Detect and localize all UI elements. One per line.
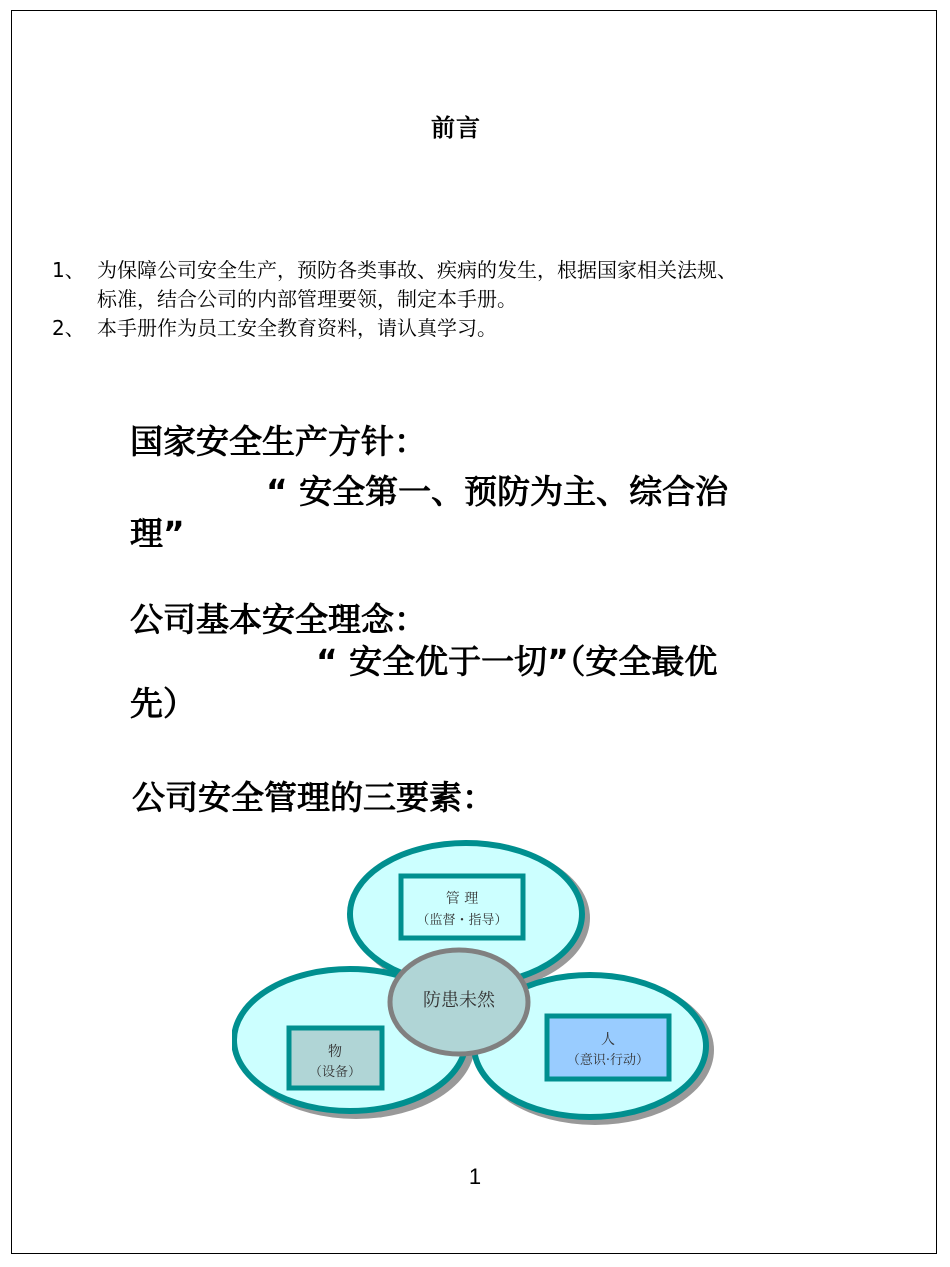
policy-quote: “ 安全第一、预防为主、综合治 — [266, 472, 729, 511]
equipment-label: 物 — [328, 1044, 342, 1060]
concept-quote: “ 安全优于一切”（安全最优 — [316, 642, 718, 681]
clause-number: 2、 — [52, 316, 85, 340]
policy-quote-continuation: 理” — [130, 514, 185, 553]
equipment-box — [289, 1028, 382, 1088]
concept-heading: 公司基本安全理念： — [130, 600, 427, 639]
three-elements-diagram — [232, 838, 714, 1128]
page-title: 前言 — [431, 114, 481, 142]
center-ellipse — [390, 950, 528, 1054]
people-box — [547, 1016, 669, 1079]
people-sub: （意识·行动） — [566, 1053, 650, 1068]
page-number: 1 — [468, 1164, 482, 1189]
equipment-sub: （设备） — [308, 1065, 362, 1080]
management-sub: （监督・指导） — [416, 913, 508, 928]
center-label: 防患未然 — [423, 990, 495, 1011]
clause-1 — [52, 256, 737, 284]
clause-number: 1、 — [52, 258, 85, 282]
management-box — [401, 876, 523, 938]
clause-text: 本手册作为员工安全教育资料，请认真学习。 — [97, 316, 497, 340]
elements-heading: 公司安全管理的三要素： — [132, 778, 495, 817]
management-label: 管 理 — [445, 891, 479, 907]
policy-heading: 国家安全生产方针： — [130, 422, 427, 461]
clause-2 — [52, 314, 497, 342]
clause-1-continuation: 标准，结合公司的内部管理要领，制定本手册。 — [97, 287, 517, 311]
concept-quote-continuation: 先） — [130, 684, 196, 723]
people-label: 人 — [601, 1032, 615, 1048]
clause-text: 为保障公司安全生产，预防各类事故、疾病的发生，根据国家相关法规、 — [97, 258, 737, 282]
